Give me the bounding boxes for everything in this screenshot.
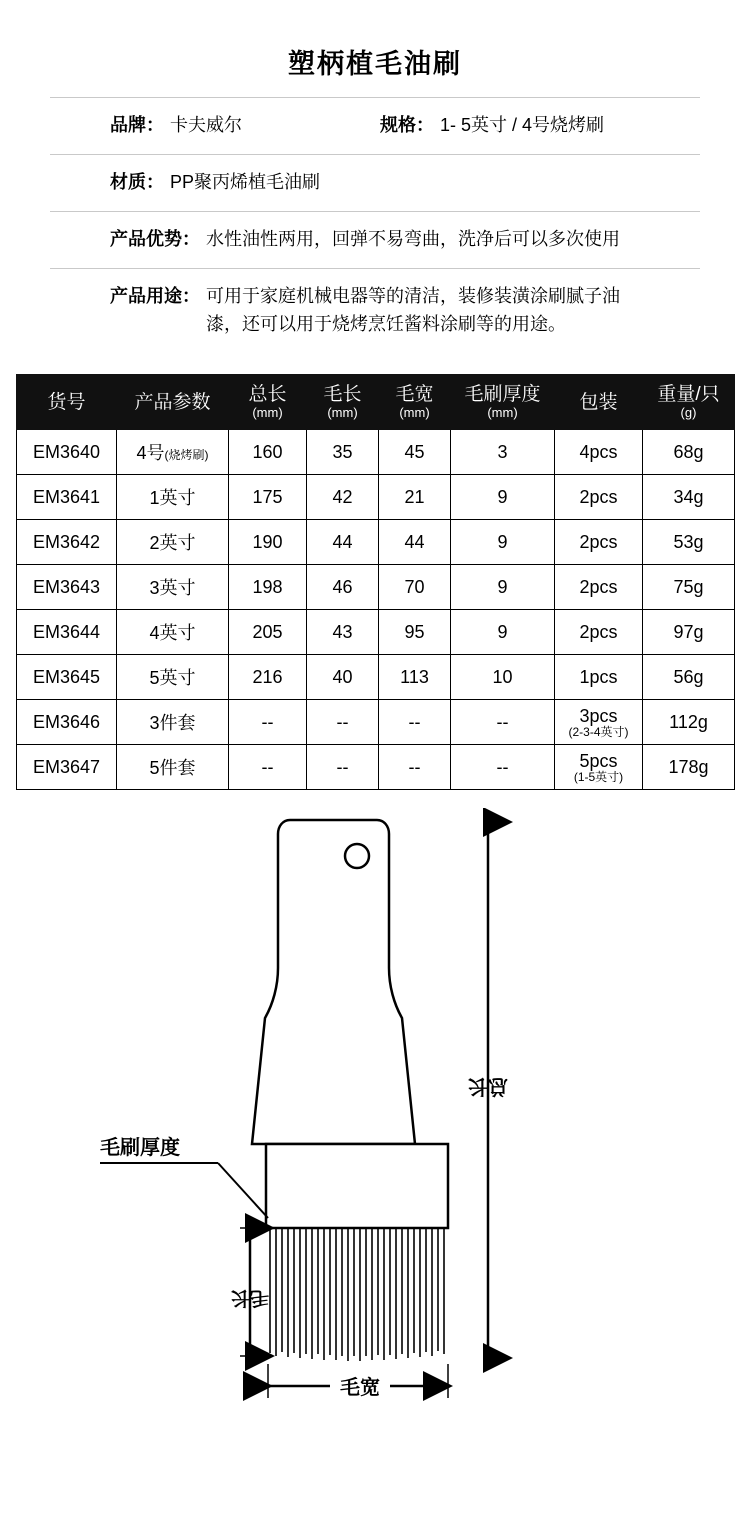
pack-main: 2pcs xyxy=(579,532,618,553)
cell-thickness: 3 xyxy=(451,430,555,475)
cell-hair-width: 45 xyxy=(379,430,451,475)
spec-size xyxy=(380,112,604,140)
cell-param xyxy=(117,520,229,565)
cell-weight: 68g xyxy=(643,430,735,475)
handle-hole xyxy=(345,844,369,868)
thickness-label: 毛刷厚度 xyxy=(100,1137,180,1160)
table-header-cell xyxy=(379,375,451,430)
header-main: 货号 xyxy=(47,391,86,413)
param-main: 1英寸 xyxy=(149,488,196,509)
table-header-cell xyxy=(17,375,117,430)
cell-pack xyxy=(555,700,643,745)
cell-thickness: 9 xyxy=(451,520,555,565)
param-sub: (烧烤刷) xyxy=(164,448,209,463)
dimension-hair-width xyxy=(268,1364,448,1400)
pack-sub: (1-5英寸) xyxy=(573,770,624,785)
spec-row-advantage xyxy=(50,212,700,269)
header-main: 毛长 xyxy=(323,384,362,406)
param-main: 3件套 xyxy=(149,713,196,734)
header-unit: (mm) xyxy=(487,404,518,420)
brush-bristles xyxy=(270,1228,444,1361)
cell-param xyxy=(117,430,229,475)
cell-code: EM3645 xyxy=(17,655,117,700)
spec-usage-value: 可用于家庭机械电器等的清洁，装修装潢涂刷腻子油漆，还可以用于烧烤烹饪酱料涂刷等的用途。 xyxy=(206,285,620,334)
pack-main: 2pcs xyxy=(579,487,618,508)
cell-pack xyxy=(555,565,643,610)
cell-weight: 178g xyxy=(643,745,735,790)
cell-length: -- xyxy=(229,745,307,790)
hair-width-label: 毛宽 xyxy=(340,1377,380,1400)
spec-material-label: 材质： xyxy=(110,171,164,192)
spec-brand-value: 卡夫威尔 xyxy=(170,115,242,135)
brush-handle xyxy=(252,820,415,1144)
cell-hair-length: 35 xyxy=(307,430,379,475)
cell-hair-length: 46 xyxy=(307,565,379,610)
cell-weight: 34g xyxy=(643,475,735,520)
header-main: 产品参数 xyxy=(134,391,211,413)
cell-pack xyxy=(555,655,643,700)
param-main: 5件套 xyxy=(149,758,196,779)
cell-thickness: -- xyxy=(451,700,555,745)
cell-length: 216 xyxy=(229,655,307,700)
cell-pack xyxy=(555,610,643,655)
pack-sub: (2-3-4英寸) xyxy=(568,725,629,740)
cell-thickness: 10 xyxy=(451,655,555,700)
pack-main: 5pcs xyxy=(579,750,618,771)
param-main: 2英寸 xyxy=(149,533,196,554)
spec-size-value: 1- 5英寸 / 4号烧烤刷 xyxy=(440,115,605,135)
spec-row-usage xyxy=(50,269,700,353)
cell-hair-width: 95 xyxy=(379,610,451,655)
param-main: 4号 xyxy=(136,443,165,464)
cell-code: EM3641 xyxy=(17,475,117,520)
header-unit: (mm) xyxy=(252,404,283,420)
spec-row-material xyxy=(50,155,700,212)
cell-code: EM3642 xyxy=(17,520,117,565)
cell-weight: 56g xyxy=(643,655,735,700)
spec-usage-label: 产品用途： xyxy=(110,285,200,306)
spec-material-value: PP聚丙烯植毛油刷 xyxy=(170,171,321,192)
cell-code: EM3647 xyxy=(17,745,117,790)
cell-hair-width: 44 xyxy=(379,520,451,565)
cell-param xyxy=(117,610,229,655)
cell-hair-length: 40 xyxy=(307,655,379,700)
table-header-cell xyxy=(117,375,229,430)
cell-pack xyxy=(555,520,643,565)
dimension-thickness xyxy=(100,1135,268,1218)
table-header-cell xyxy=(229,375,307,430)
pack-main: 2pcs xyxy=(579,622,618,643)
cell-pack xyxy=(555,475,643,520)
cell-thickness: -- xyxy=(451,745,555,790)
table-row xyxy=(17,610,735,655)
diagram-svg xyxy=(0,808,750,1468)
pack-main: 3pcs xyxy=(579,705,618,726)
table-header-cell xyxy=(451,375,555,430)
dimension-hair-length xyxy=(231,1228,270,1356)
cell-weight: 112g xyxy=(643,700,735,745)
brush-dimension-diagram xyxy=(0,808,750,1468)
header-unit: (mm) xyxy=(399,404,430,420)
hair-length-label: 毛长 xyxy=(230,1287,270,1309)
table-row xyxy=(17,475,735,520)
cell-param xyxy=(117,655,229,700)
spec-table xyxy=(16,374,735,790)
table-header-row xyxy=(17,375,735,430)
table-row xyxy=(17,565,735,610)
table-row xyxy=(17,700,735,745)
cell-hair-width: -- xyxy=(379,745,451,790)
spec-table-body xyxy=(17,430,735,790)
header-unit: (mm) xyxy=(327,404,358,420)
spec-list xyxy=(50,98,700,352)
cell-hair-width: 21 xyxy=(379,475,451,520)
table-header-cell xyxy=(555,375,643,430)
spec-advantage-label: 产品优势： xyxy=(110,228,200,249)
cell-thickness: 9 xyxy=(451,610,555,655)
brush-ferrule xyxy=(266,1144,448,1228)
table-row xyxy=(17,520,735,565)
table-header-cell xyxy=(307,375,379,430)
cell-hair-length: -- xyxy=(307,745,379,790)
cell-param xyxy=(117,745,229,790)
table-row xyxy=(17,430,735,475)
cell-hair-length: 42 xyxy=(307,475,379,520)
param-main: 3英寸 xyxy=(149,578,196,599)
cell-weight: 53g xyxy=(643,520,735,565)
spec-advantage-value: 水性油性两用，回弹不易弯曲，洗净后可以多次使用 xyxy=(206,228,620,249)
header-main: 毛宽 xyxy=(395,384,434,406)
spec-table-container xyxy=(16,374,734,790)
cell-hair-length: 44 xyxy=(307,520,379,565)
cell-hair-width: -- xyxy=(379,700,451,745)
table-row xyxy=(17,745,735,790)
cell-thickness: 9 xyxy=(451,475,555,520)
cell-weight: 75g xyxy=(643,565,735,610)
cell-length: 190 xyxy=(229,520,307,565)
pack-main: 4pcs xyxy=(579,442,618,463)
cell-length: 205 xyxy=(229,610,307,655)
cell-code: EM3640 xyxy=(17,430,117,475)
pack-main: 1pcs xyxy=(579,667,618,688)
param-main: 4英寸 xyxy=(149,623,196,644)
page-title xyxy=(0,0,750,98)
table-header-cell xyxy=(643,375,735,430)
cell-weight: 97g xyxy=(643,610,735,655)
cell-hair-length: -- xyxy=(307,700,379,745)
cell-hair-width: 113 xyxy=(379,655,451,700)
cell-length: 198 xyxy=(229,565,307,610)
cell-length: 160 xyxy=(229,430,307,475)
cell-code: EM3646 xyxy=(17,700,117,745)
spec-size-label: 规格： xyxy=(380,115,434,135)
cell-hair-width: 70 xyxy=(379,565,451,610)
cell-length: -- xyxy=(229,700,307,745)
header-main: 毛刷厚度 xyxy=(464,384,541,406)
cell-length: 175 xyxy=(229,475,307,520)
param-main: 5英寸 xyxy=(149,668,196,689)
product-title: 塑柄植毛油刷 xyxy=(288,49,462,79)
dimension-total-length xyxy=(468,822,508,1358)
header-unit: (g) xyxy=(680,404,697,420)
header-main: 包装 xyxy=(579,391,618,413)
cell-thickness: 9 xyxy=(451,565,555,610)
table-row xyxy=(17,655,735,700)
cell-param xyxy=(117,475,229,520)
pack-main: 2pcs xyxy=(579,577,618,598)
spec-row-brand-size xyxy=(50,98,700,155)
cell-code: EM3644 xyxy=(17,610,117,655)
header-main: 重量/只 xyxy=(657,384,720,406)
spec-brand-label: 品牌： xyxy=(110,115,164,135)
cell-code: EM3643 xyxy=(17,565,117,610)
cell-param xyxy=(117,700,229,745)
cell-pack xyxy=(555,430,643,475)
cell-pack xyxy=(555,745,643,790)
header-main: 总长 xyxy=(248,384,287,406)
cell-param xyxy=(117,565,229,610)
total-length-label: 总长 xyxy=(468,1075,508,1098)
cell-hair-length: 43 xyxy=(307,610,379,655)
spec-brand xyxy=(50,112,380,140)
